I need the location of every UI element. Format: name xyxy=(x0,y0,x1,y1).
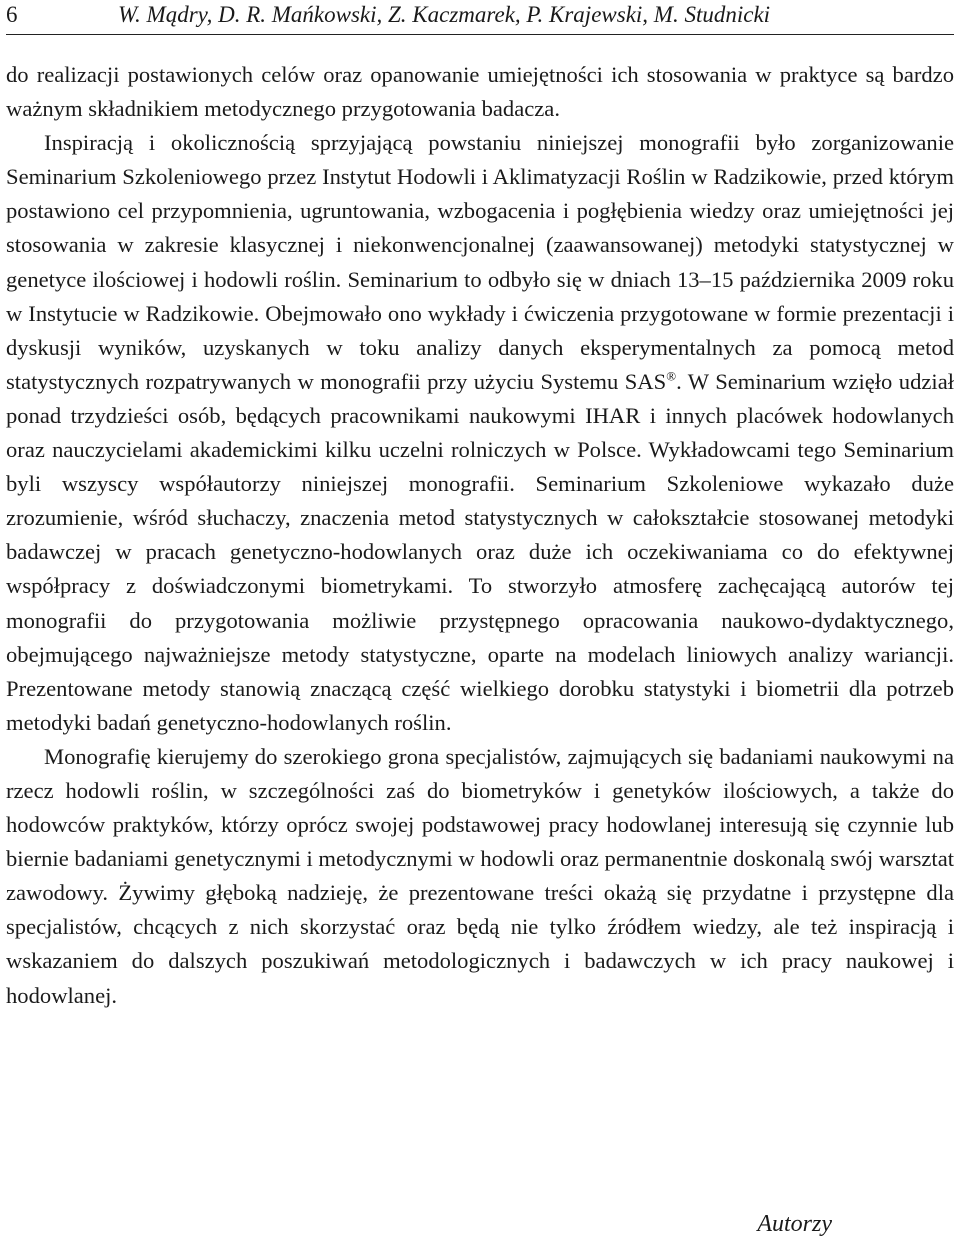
signature: Autorzy xyxy=(757,1211,832,1237)
page-number: 6 xyxy=(6,2,18,27)
paragraph-continuation: do realizacji postawionych celów oraz opanowanie umiejętności ich stosowania w praktyce są bardzo ważnym składnikiem metodycznego przygotowania badacza. xyxy=(6,62,954,122)
body-text xyxy=(6,58,954,1013)
paragraph-seminar-part1: Inspiracją i okolicznością sprzyjającą powstaniu niniejszej monografii było zorganizowanie Seminarium Szkoleniowego przez Instytut Hodowli i Aklimatyzacji Roślin w Radzikowie, przed którym postawiono cel przypomnienia, ugruntowania, wzbogacenia i pogłębienia wiedzy oraz umiejętności jej stosowania w zakresie klasycznej i niekonwencjonalnej (zaawansowanej) metodyki statystycznej w genetyce ilościowej i hodowli roślin. Seminarium to odbyło się w dniach 13–15 października 2009 roku w Instytucie w Radzikowie. Obejmowało ono wykłady i ćwiczenia przygotowane w formie prezentacji i dyskusji wyników, uzyskanych w toku analizy danych eksperymentalnych za pomocą metod statystycznych rozpatrywanych w monografii przy użyciu Systemu SAS xyxy=(6,130,954,394)
paragraph-seminar xyxy=(6,126,954,740)
header-authors: W. Mądry, D. R. Mańkowski, Z. Kaczmarek, P. Krajewski, M. Studnicki xyxy=(118,2,771,27)
paragraph-seminar-part2: . W Seminarium wzięło udział ponad trzydzieści osób, będących pracownikami naukowymi IHAR i innych placówek hodowlanych oraz nauczycielami akademickimi kilku uczelni rolniczych w Polsce. Wykładowcami tego Seminarium byli wszyscy współautorzy niniejszej monografii. Seminarium Szkoleniowe wykazało duże zrozumienie, wśród słuchaczy, znaczenia metod statystycznych w całokształcie stosowanej metodyki badawczej w pracach genetyczno-hodowlanych oraz duże ich oczekiwaniama co do efektywnej współpracy z doświadczonymi biometrykami. To stworzyło atmosferę zachęcającą autorów tej monografii do przygotowania możliwie przystępnego opracowania naukowo-dydaktycznego, obejmującego najważniejsze metody statystyczne, oparte na modelach liniowych analizy wariancji. Prezentowane metody stanowią znaczącą część wielkiego dorobku statystyki i biometrii dla potrzeb metodyki badań genetyczno-hodowlanych roślin. xyxy=(6,368,954,735)
registered-mark: ® xyxy=(666,368,677,384)
paragraph-audience: Monografię kierujemy do szerokiego grona specjalistów, zajmujących się badaniami naukowymi na rzecz hodowli roślin, w szczególności zaś do biometryków i genetyków ilościowych, a także do hodowców praktyków, którzy oprócz swojej podstawowej pracy hodowlanej interesują się czynnie lub biernie badaniami genetycznymi i metodycznymi w hodowli oraz permanentnie doskonalą swój warsztat zawodowy. Żywimy głęboką nadzieję, że prezentowane treści okażą się przydatne i przystępne dla specjalistów, chcących z nich skorzystać oraz będą nie tylko źródłem wiedzy, ale też inspiracją i wskazaniem do dalszych poszukiwań metodologicznych i badawczych w ich pracy naukowej i hodowlanej. xyxy=(6,743,955,1008)
running-header xyxy=(6,0,954,35)
